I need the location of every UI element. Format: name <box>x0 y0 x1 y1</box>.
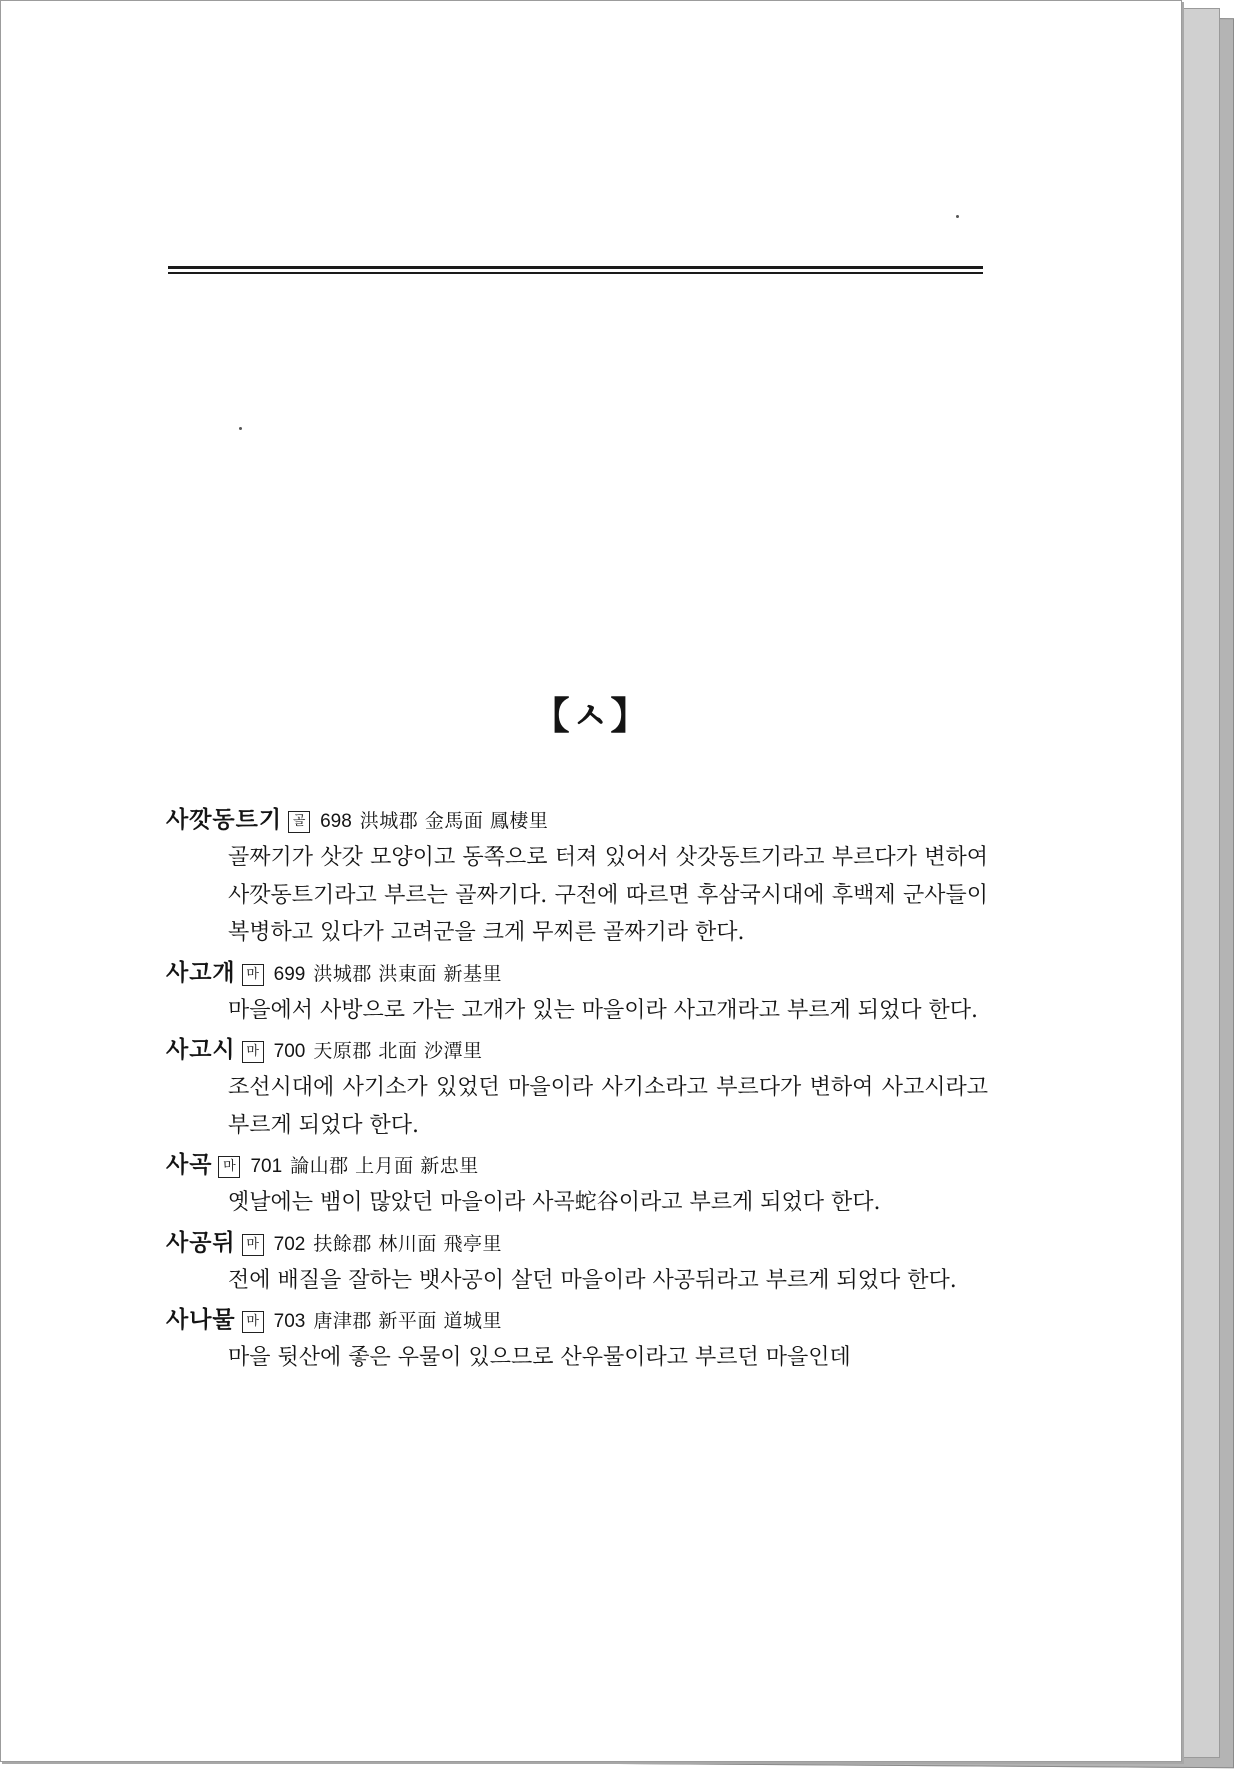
entry-type-tag: 골 <box>288 811 310 833</box>
entry-type-tag: 마 <box>218 1156 240 1178</box>
entry-number: 702 <box>273 1233 306 1255</box>
entry-location: 扶餘郡 林川面 飛亭里 <box>313 1232 502 1255</box>
page-speck <box>956 215 959 218</box>
entry-location: 洪城郡 金馬面 鳳棲里 <box>359 810 549 832</box>
entry-number: 698 <box>320 811 352 832</box>
entry-head <box>166 1146 996 1184</box>
entry-type-tag: 마 <box>242 1041 264 1063</box>
entry-description: 옛날에는 뱀이 많았던 마을이라 사곡蛇谷이라고 부르게 되었다 한다. <box>228 1190 881 1215</box>
entry-name: 사공뒤 <box>166 1228 236 1256</box>
entry-head <box>166 1031 996 1069</box>
entry-head <box>166 954 996 992</box>
entry-number: 700 <box>273 1041 306 1062</box>
entry-name: 사고시 <box>166 1036 236 1063</box>
entry-type-tag: 마 <box>242 1311 264 1333</box>
entry-type-tag: 마 <box>242 964 264 986</box>
entry-type-tag: 마 <box>242 1234 264 1256</box>
entry-head <box>166 801 996 839</box>
entry-description: 조선시대에 사기소가 있었던 마을이라 사기소라고 부르다가 변하여 사고시라고 부르게 되었다 한다. <box>228 1075 988 1138</box>
entry-location: 唐津郡 新平面 道城里 <box>313 1310 502 1332</box>
entry <box>166 801 996 952</box>
header-rule-thick <box>168 266 983 269</box>
page-speck <box>239 427 242 430</box>
section-heading: 【ㅅ】 <box>531 693 651 738</box>
entry-location: 天原郡 北面 沙潭里 <box>313 1040 483 1062</box>
entry-name: 사나물 <box>166 1306 236 1333</box>
header-rule-thin <box>168 272 983 274</box>
entry-number: 699 <box>273 963 306 985</box>
entry-location: 洪城郡 洪東面 新基里 <box>313 962 502 985</box>
entry-description: 골짜기가 삿갓 모양이고 동쪽으로 터져 있어서 삿갓동트기라고 부르다가 변하여 사깟동트기라고 부르는 골짜기다. 구전에 따르면 후삼국시대에 후백제 군사들이 복병하고 있다가 고려군을 크게 무찌른 골짜기라 한다. <box>228 845 988 945</box>
entry <box>166 1031 996 1144</box>
entry-head <box>166 1301 996 1339</box>
entry-description: 마을 뒷산에 좋은 우물이 있으므로 산우물이라고 부르던 마을인데 <box>228 1345 851 1370</box>
entry-head <box>166 1224 996 1262</box>
entry <box>166 1224 996 1300</box>
entry-number: 703 <box>273 1311 306 1332</box>
entry-list <box>166 801 996 1379</box>
entry <box>166 1146 996 1222</box>
entry-description: 마을에서 사방으로 가는 고개가 있는 마을이라 사고개라고 부르게 되었다 한다. <box>228 997 978 1023</box>
entry-description: 전에 배질을 잘하는 뱃사공이 살던 마을이라 사공뒤라고 부르게 되었다 한다. <box>228 1267 957 1293</box>
entry <box>166 954 996 1030</box>
entry-name: 사곡 <box>166 1151 213 1178</box>
entry-number: 701 <box>250 1156 283 1177</box>
entry-name: 사고개 <box>166 958 236 986</box>
entry <box>166 1301 996 1377</box>
entry-name: 사깟동트기 <box>166 806 283 833</box>
entry-location: 論山郡 上月面 新忠里 <box>290 1155 479 1177</box>
